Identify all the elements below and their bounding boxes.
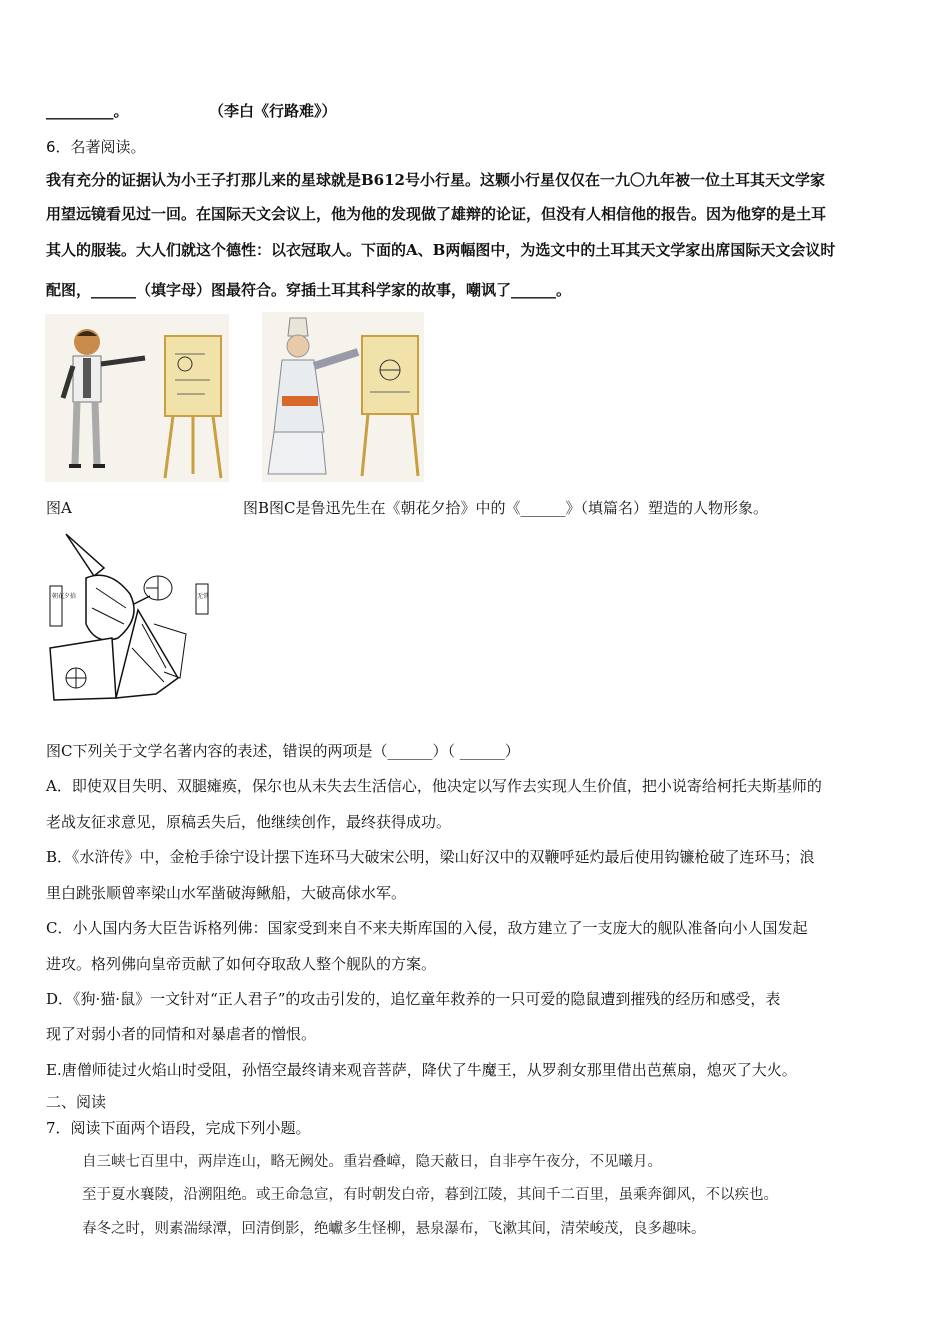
- section-2-heading: 二、阅读: [46, 1093, 107, 1111]
- option-d-line-1: D．《狗·猫·鼠》一文针对“正人君子”的攻击引发的，追忆童年救养的一只可爱的隐鼠遭到摧残的经历和感受，表: [46, 990, 781, 1008]
- figure-c-label-right: 无常: [197, 593, 210, 600]
- option-c-line-2: 进攻。格列佛向皇帝贡献了如何夺取敌人整个舰队的方案。: [46, 955, 437, 973]
- option-d-line-2: 现了对弱小者的同情和对暴虐者的憎恨。: [46, 1025, 317, 1043]
- classic-text-line-2: 至于夏水襄陵，沿溯阻绝。或王命急宣，有时朝发白帝，暮到江陵，其间千二百里，虽乘奔御风，不以疾也。: [82, 1187, 778, 1203]
- classic-text-line-3: 春冬之时，则素湍绿潭，回清倒影，绝巘多生怪柳，悬泉瀑布，飞漱其间，清荣峻茂，良多趣味。: [82, 1221, 706, 1237]
- prev-answer-line: [46, 101, 337, 121]
- classic-text-line-1: 自三峡七百里中，两岸连山，略无阙处。重岩叠嶂，隐天蔽日，自非亭午夜分，不见曦月。: [82, 1154, 662, 1170]
- option-a-line-2: 老战友征求意见，原稿丢失后，他继续创作，最终获得成功。: [46, 813, 452, 831]
- option-b-line-2: 里白跳张顺曾率梁山水军凿破海鳅船，大破高俅水军。: [46, 884, 407, 902]
- figure-a-image: [45, 314, 229, 482]
- passage-line-2: 用望远镜看见过一回。在国际天文会议上，他为他的发现做了雄辩的论证，但没有人相信他的报告。因为他穿的是土耳: [46, 205, 827, 223]
- figure-b-image: [262, 312, 424, 482]
- option-e-line-1: E.唐僧师徒过火焰山时受阻，孙悟空最终请来观音菩萨，降伏了牛魔王，从罗刹女那里借出芭蕉扇，熄灭了大火。: [46, 1061, 797, 1079]
- figure-c-image: [46, 528, 212, 704]
- option-b-line-1: B．《水浒传》中，金枪手徐宁设计摆下连环马大破宋公明，梁山好汉中的双鞭呼延灼最后使用钩镰枪破了连环马；浪: [46, 848, 815, 866]
- astronomer-western-suit-illustration: [45, 314, 229, 482]
- figure-c-label-left: 朝花夕拾: [52, 593, 77, 600]
- wuchang-woodcut-illustration: [46, 528, 212, 704]
- figure-b-caption: 图B图C是鲁迅先生在《朝花夕拾》中的《______》（填篇名）塑造的人物形象。: [243, 499, 769, 517]
- figure-c-caption: 图C下列关于文学名著内容的表述，错误的两项是（______）（ ______）: [46, 742, 520, 760]
- figure-a-caption: 图A: [46, 499, 72, 517]
- question-7-title: 7．阅读下面两个语段，完成下列小题。: [46, 1119, 311, 1137]
- question-6-title: 6．名著阅读。: [46, 138, 146, 156]
- passage-line-1: 我有充分的证据认为小王子打那儿来的星球就是B612号小行星。这颗小行星仅仅在一九〇九年被一位土耳其天文学家: [46, 171, 825, 189]
- answer-blank: _________。: [46, 102, 129, 120]
- option-c-line-1: C．小人国内务大臣告诉格列佛：国家受到来自不来夫斯库国的入侵，敌方建立了一支庞大的舰队准备向小人国发起: [46, 919, 808, 937]
- passage-line-3: 其人的服装。大人们就这个德性：以衣冠取人。下面的A、B两幅图中，为选文中的土耳其天文学家出席国际天文会议时: [46, 241, 836, 259]
- astronomer-turkish-costume-illustration: [262, 312, 424, 482]
- passage-line-4: 配图，______（填字母）图最符合。穿插土耳其科学家的故事，嘲讽了______。: [46, 281, 572, 299]
- poem-source: （李白《行路难》）: [208, 102, 337, 120]
- option-a-line-1: A．即使双目失明、双腿瘫痪，保尔也从未失去生活信心，他决定以写作去实现人生价值，把小说寄给柯托夫斯基师的: [46, 777, 822, 795]
